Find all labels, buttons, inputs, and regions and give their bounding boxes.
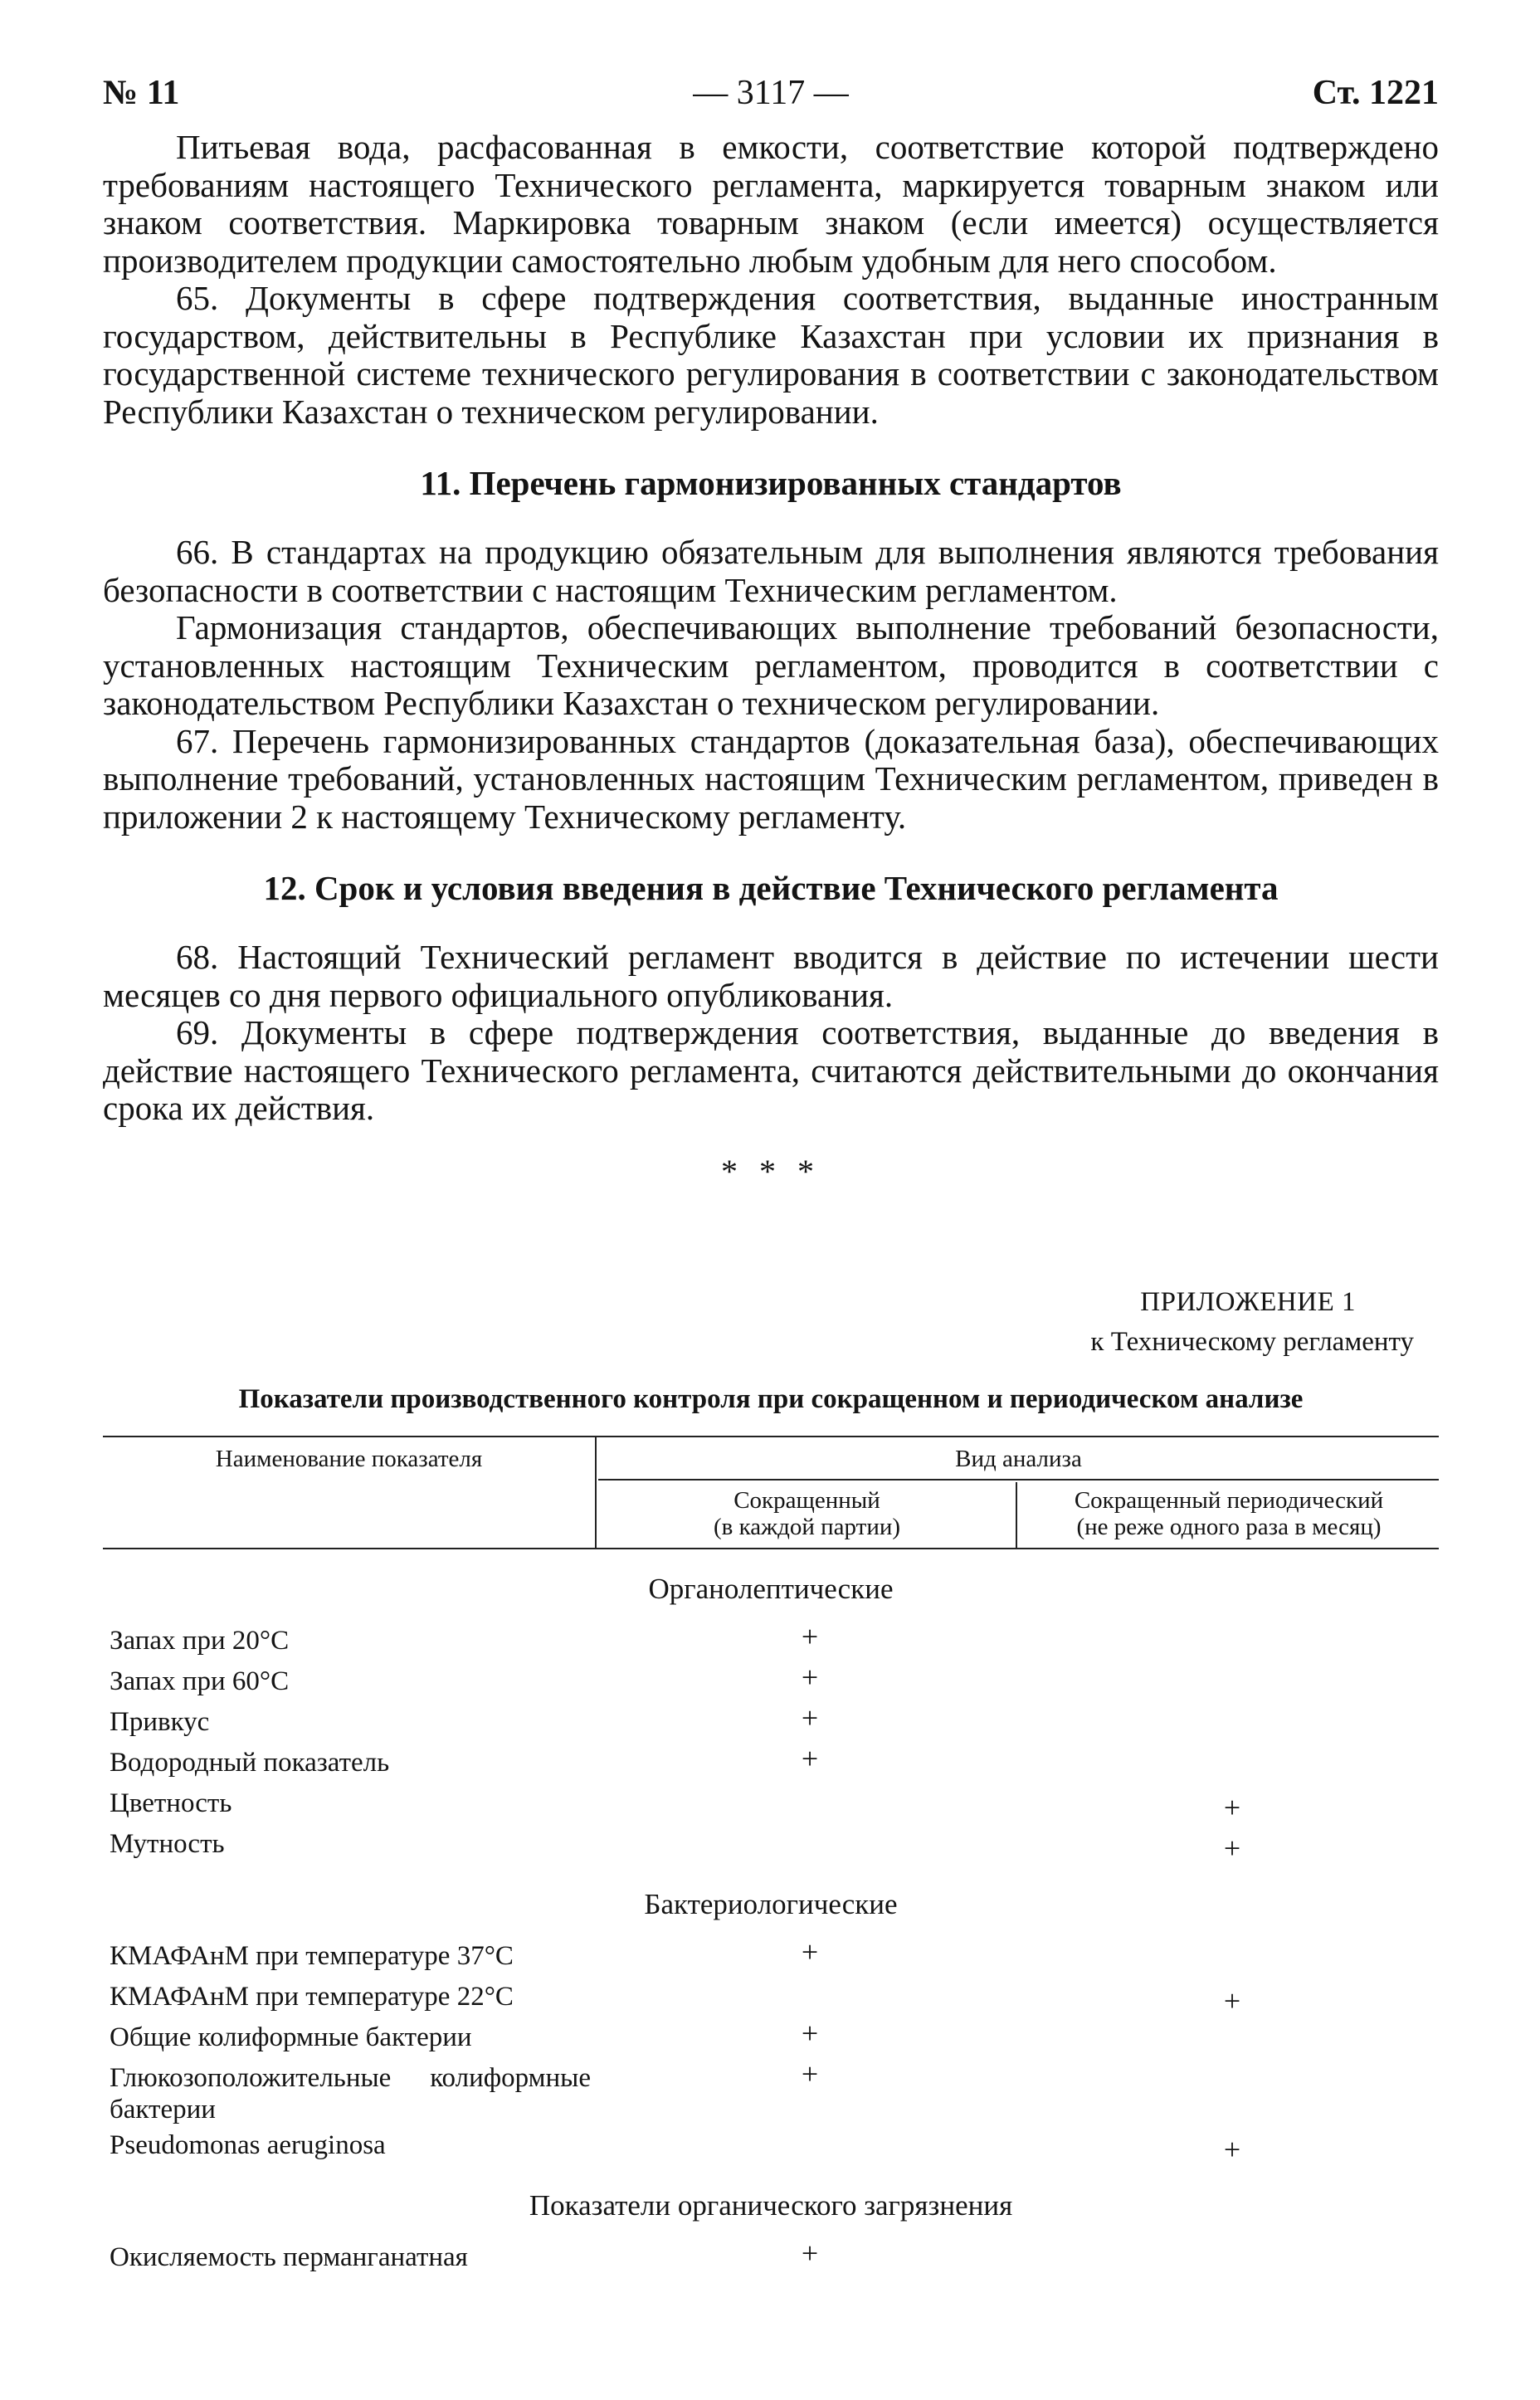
short-analysis-mark: + <box>801 1935 819 1968</box>
column-header-name: Наименование показателя <box>103 1437 597 1548</box>
column-header-short-line1: Сокращенный <box>733 1487 880 1514</box>
table-row <box>103 2017 1439 2058</box>
short-analysis-mark: + <box>801 1742 819 1775</box>
table-row <box>103 1936 1439 1977</box>
table-row <box>103 1783 1439 1824</box>
issue-number: № 11 <box>103 74 180 112</box>
indicator-name: Привкус <box>110 1707 210 1737</box>
short-analysis-mark: + <box>801 1701 819 1734</box>
table-row <box>103 1824 1439 1865</box>
table-row <box>103 1621 1439 1661</box>
indicator-name: КМАФАнМ при температуре 37°С <box>110 1941 514 1971</box>
indicator-name: Водородный показатель <box>110 1748 390 1778</box>
periodic-analysis-mark: + <box>1223 2133 1241 2166</box>
table-body <box>103 1573 1439 2278</box>
table-row <box>103 1702 1439 1743</box>
table-row <box>103 2237 1439 2278</box>
column-header-periodic-line2: (не реже одного раза в месяц) <box>1076 1514 1382 1540</box>
page-header <box>103 73 1439 120</box>
paragraph: 67. Перечень гармонизированных стандартов (доказательная база), обеспечивающих выполнение требований, установленных настоящим Техническим регламентом, приведен в приложении 2 к настоящему Техническому регламенту. <box>103 721 1439 836</box>
separator: * * * <box>721 1152 821 1190</box>
table-row <box>103 1977 1439 2017</box>
paragraph: 69. Документы в сфере подтверждения соответствия, выданные до введения в действие настоящего Технического регламента, считаются действительными до окончания срока их действия. <box>103 1013 1439 1127</box>
paragraph: 66. В стандартах на продукцию обязательным для выполнения являются требования безопасности в соответствии с настоящим Техническим регламентом. <box>103 533 1439 609</box>
appendix-title: ПРИЛОЖЕНИЕ 1 <box>1140 1287 1356 1317</box>
short-analysis-mark: + <box>801 2237 819 2270</box>
table-row <box>103 1743 1439 1783</box>
table-row <box>103 1661 1439 1702</box>
table-title: Показатели производственного контроля при сокращенном и периодическом анализе <box>238 1384 1304 1414</box>
periodic-analysis-mark: + <box>1223 1791 1241 1824</box>
indicator-name: Глюкозоположительные колиформные бактерии <box>110 2063 591 2124</box>
short-analysis-mark: + <box>801 2057 819 2090</box>
article-number: Ст. 1221 <box>1312 74 1439 112</box>
indicator-name: Цветность <box>110 1788 232 1818</box>
paragraph: Гармонизация стандартов, обеспечивающих выполнение требований безопасности, установленных настоящим Техническим регламентом, проводится в соответствии с законодательством Республики Казахстан о техническом регулировании. <box>103 608 1439 722</box>
indicator-name: Окисляемость перманганатная <box>110 2242 468 2272</box>
indicator-name: Запах при 20°С <box>110 1626 290 1656</box>
indicator-name: Pseudomonas aeruginosa <box>110 2130 386 2160</box>
column-header-group: Вид анализа <box>598 1437 1439 1480</box>
indicator-name: КМАФАнМ при температуре 22°С <box>110 1982 514 2012</box>
short-analysis-mark: + <box>801 1620 819 1653</box>
periodic-analysis-mark: + <box>1223 1984 1241 2017</box>
indicator-name: Общие колиформные бактерии <box>110 2022 472 2052</box>
table-row <box>103 2058 1439 2125</box>
indicators-table <box>103 1436 1439 2278</box>
table-section-heading: Бактериологические <box>644 1888 898 1920</box>
appendix-label <box>1090 1282 1414 1362</box>
section-heading: 12. Срок и условия введения в действие Технического регламента <box>263 869 1279 907</box>
appendix-subtitle: к Техническому регламенту <box>1090 1327 1414 1357</box>
table-section-heading: Показатели органического загрязнения <box>529 2189 1013 2222</box>
indicator-name: Запах при 60°С <box>110 1666 290 1696</box>
short-analysis-mark: + <box>801 2017 819 2050</box>
paragraph: Питьевая вода, расфасованная в емкости, соответствие которой подтверждено требованиям настоящего Технического регламента, маркируется товарным знаком или знаком соответствия. Маркировка товарным знаком (если имеется) осуществляется производителем продукции самостоятельно любым удобным для него способом. <box>103 128 1439 280</box>
periodic-analysis-mark: + <box>1223 1832 1241 1865</box>
column-header-short <box>598 1482 1017 1548</box>
paragraph: 65. Документы в сфере подтверждения соответствия, выданные иностранным государством, действительны в Республике Казахстан при условии их признания в государственной системе технического регулирования в соответствии с законодательством Республики Казахстан о техническом регулировании. <box>103 279 1439 431</box>
table-header <box>103 1436 1439 1549</box>
table-row <box>103 2125 1439 2166</box>
short-analysis-mark: + <box>801 1661 819 1694</box>
page-number: — 3117 — <box>693 74 849 112</box>
body-text <box>103 129 1439 1190</box>
column-header-periodic-line1: Сокращенный периодический <box>1074 1487 1384 1514</box>
indicator-name: Мутность <box>110 1829 225 1859</box>
column-header-short-line2: (в каждой партии) <box>713 1514 901 1540</box>
column-header-periodic <box>1019 1482 1439 1548</box>
table-section-heading: Органолептические <box>648 1573 894 1605</box>
section-heading: 11. Перечень гармонизированных стандартов <box>420 464 1122 502</box>
paragraph: 68. Настоящий Технический регламент вводится в действие по истечении шести месяцев со дня первого официального опубликования. <box>103 938 1439 1014</box>
